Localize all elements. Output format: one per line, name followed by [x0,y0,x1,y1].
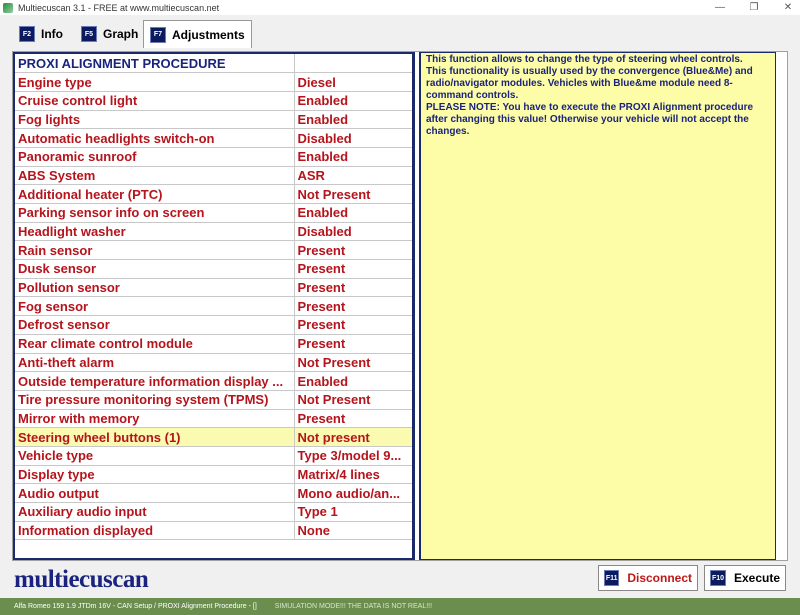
table-row[interactable] [15,185,412,204]
table-row[interactable] [15,278,412,297]
parameter-name[interactable]: ABS System [15,166,294,185]
parameter-value[interactable]: Enabled [294,147,412,166]
parameter-name[interactable]: Dusk sensor [15,260,294,279]
parameter-name[interactable]: Outside temperature information display ... [15,372,294,391]
table-row[interactable] [15,222,412,241]
table-row[interactable] [15,428,412,447]
table-row[interactable] [15,241,412,260]
parameter-name[interactable]: Pollution sensor [15,278,294,297]
table-row[interactable] [15,465,412,484]
description-text: This function allows to change the type of steering wheel controls. This functionality is usually used by the convergence (Blue&Me) and radio/navigator modules. Vehicles with Blue&me module need 8-command controls. PLEASE NOTE: You have to execute the PROXI Alignment procedure after changing this value! Otherwise your vehicle will not accept the changes. [426,54,754,137]
parameter-name[interactable]: Steering wheel buttons (1) [15,428,294,447]
parameter-value[interactable]: Matrix/4 lines [294,465,412,484]
parameter-value[interactable]: Present [294,316,412,335]
table-row[interactable] [15,297,412,316]
description-panel [419,52,776,560]
parameter-name[interactable]: Engine type [15,73,294,92]
parameter-value[interactable]: Present [294,278,412,297]
f7-key-icon: F7 [150,27,166,43]
parameter-value[interactable]: ASR [294,166,412,185]
tab-bar [0,15,800,48]
parameter-name[interactable]: Parking sensor info on screen [15,204,294,223]
title-bar [0,0,800,15]
table-header-value [294,54,412,73]
app-icon [3,3,13,13]
parameter-value[interactable]: None [294,521,412,540]
parameter-value[interactable]: Not present [294,428,412,447]
parameter-value[interactable]: Enabled [294,372,412,391]
table-row[interactable] [15,147,412,166]
parameter-name[interactable]: Mirror with memory [15,409,294,428]
table-row[interactable] [15,503,412,522]
status-simulation: SIMULATION MODE!!! THE DATA IS NOT REAL!!! [274,603,433,610]
parameter-name[interactable]: Defrost sensor [15,316,294,335]
adjustments-table-panel [13,52,415,560]
execute-button[interactable] [704,565,786,591]
parameter-value[interactable]: Type 1 [294,503,412,522]
parameter-value[interactable]: Not Present [294,185,412,204]
parameter-value[interactable]: Not Present [294,390,412,409]
table-row[interactable] [15,73,412,92]
multiecuscan-logo: multiecuscan [14,566,149,593]
table-row[interactable] [15,353,412,372]
table-row[interactable] [15,521,412,540]
parameter-value[interactable]: Enabled [294,91,412,110]
parameter-value[interactable]: Present [294,260,412,279]
disconnect-label: Disconnect [627,571,692,585]
table-row[interactable] [15,372,412,391]
parameter-name[interactable]: Audio output [15,484,294,503]
table-row[interactable] [15,129,412,148]
parameter-name[interactable]: Automatic headlights switch-on [15,129,294,148]
parameter-value[interactable]: Disabled [294,222,412,241]
parameter-value[interactable]: Present [294,334,412,353]
disconnect-button[interactable] [598,565,698,591]
parameter-value[interactable]: Diesel [294,73,412,92]
table-row[interactable] [15,91,412,110]
parameter-name[interactable]: Additional heater (PTC) [15,185,294,204]
status-vehicle: Alfa Romeo 159 1.9 JTDm 16V - CAN Setup / PROXI Alignment Procedure - [] [14,603,257,610]
window-title: Multiecuscan 3.1 - FREE at www.multiecuscan.net [18,2,220,13]
table-row[interactable] [15,334,412,353]
parameter-name[interactable]: Cruise control light [15,91,294,110]
table-row[interactable] [15,446,412,465]
tab-adjustments[interactable] [143,20,252,48]
parameter-name[interactable]: Auxiliary audio input [15,503,294,522]
adjustments-table [15,54,412,540]
table-row[interactable] [15,204,412,223]
table-header: PROXI ALIGNMENT PROCEDURE [15,54,294,73]
f2-key-icon: F2 [19,26,35,42]
table-row[interactable] [15,260,412,279]
tab-graph-label: Graph [103,27,139,41]
parameter-value[interactable]: Enabled [294,204,412,223]
parameter-name[interactable]: Fog lights [15,110,294,129]
parameter-value[interactable]: Present [294,297,412,316]
tab-adjustments-label: Adjustments [172,27,245,42]
table-header-row [15,54,412,73]
parameter-name[interactable]: Vehicle type [15,446,294,465]
table-row[interactable] [15,110,412,129]
parameter-value[interactable]: Present [294,409,412,428]
window-controls [714,0,794,15]
table-row[interactable] [15,316,412,335]
table-row[interactable] [15,390,412,409]
parameter-name[interactable]: Panoramic sunroof [15,147,294,166]
parameter-value[interactable]: Present [294,241,412,260]
parameter-name[interactable]: Tire pressure monitoring system (TPMS) [15,390,294,409]
table-row[interactable] [15,409,412,428]
f11-key-icon: F11 [604,570,619,586]
parameter-name[interactable]: Anti-theft alarm [15,353,294,372]
parameter-name[interactable]: Fog sensor [15,297,294,316]
parameter-name[interactable]: Headlight washer [15,222,294,241]
parameter-value[interactable]: Type 3/model 9... [294,446,412,465]
table-row[interactable] [15,484,412,503]
minimize-icon[interactable]: — [715,2,725,13]
parameter-value[interactable]: Not Present [294,353,412,372]
status-bar [0,598,800,615]
parameter-name[interactable]: Rain sensor [15,241,294,260]
parameter-value[interactable]: Enabled [294,110,412,129]
f10-key-icon: F10 [710,570,726,586]
tab-graph[interactable] [75,21,144,47]
table-row[interactable] [15,166,412,185]
close-icon[interactable]: ✕ [783,2,793,13]
tab-info-label: Info [41,27,63,41]
parameter-name[interactable]: Rear climate control module [15,334,294,353]
tab-info[interactable] [13,21,69,47]
execute-label: Execute [733,571,780,585]
maximize-icon[interactable]: ❐ [749,2,759,13]
parameter-name[interactable]: Information displayed [15,521,294,540]
parameter-name[interactable]: Display type [15,465,294,484]
parameter-value[interactable]: Disabled [294,129,412,148]
f5-key-icon: F5 [81,26,97,42]
parameter-value[interactable]: Mono audio/an... [294,484,412,503]
